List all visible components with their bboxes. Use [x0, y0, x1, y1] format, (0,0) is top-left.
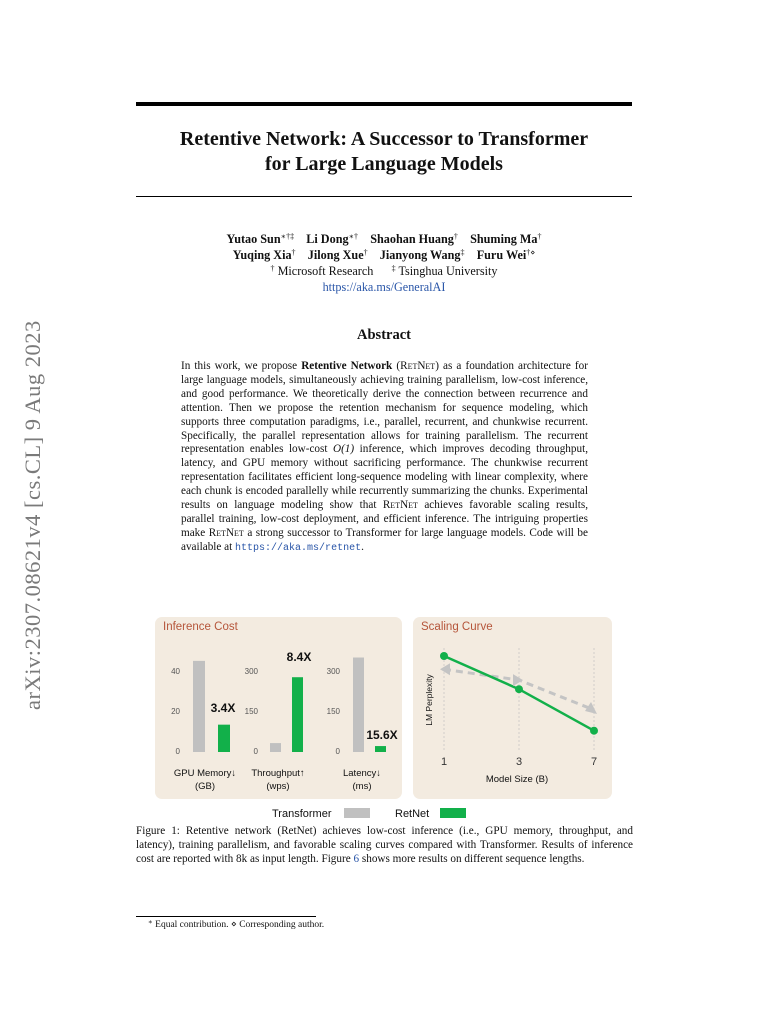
author-name: Jianyong Wang: [379, 248, 461, 262]
legend-retnet-swatch: [440, 808, 466, 818]
arxiv-sidebar-id: arXiv:2307.08621v4 [cs.CL] 9 Aug 2023: [20, 320, 45, 710]
throughput-chart: [245, 650, 312, 792]
axis-label: Latency↓: [342, 768, 382, 779]
author-mark: ‡: [460, 248, 465, 257]
footnote-mark: ⋄: [230, 920, 237, 930]
gpu-memory-chart: [171, 661, 236, 792]
retnet-point: [440, 652, 448, 660]
footnote-text: Corresponding author.: [236, 920, 325, 930]
bar-transformer-gpu-memory: [193, 661, 205, 752]
author-name: Shaohan Huang: [370, 232, 454, 246]
speedup-label: 15.6X: [366, 728, 398, 742]
tick-label: 0: [335, 747, 340, 756]
abstract-text: ) as a foundation architecture for large language models, simultaneously achieving training parallelism, low-cost inference, and good performance. We theoretically derive the connection between recurrence and attention. Then we propose the retention mechanism for sequence modeling, which supports three computation paradigms, i.e., parallel, recurrent, and chunkwise recurrent. Specifically, the parallel representation allows for training parallelism. The recurrent representation enables low-cost: [181, 360, 588, 456]
abstract-text: inference, which improves decoding throughput, latency, and GPU memory without sacrificing performance. The chunkwise recurrent representation facilitates efficient long-sequence modeling with linear complexity, where each chunk is encoded parallelly while recurrently summarizing the chunks. Experimental results on language modeling show that: [181, 443, 588, 512]
author-mark: †: [363, 248, 368, 257]
footnote-text: Equal contribution.: [152, 920, 231, 930]
scaling-curve-title: Scaling Curve: [421, 621, 493, 633]
x-axis-label: Model Size (B): [485, 774, 549, 785]
author-mark: †: [291, 248, 296, 257]
footnote-mark: ∗: [148, 918, 153, 926]
tick-label: 300: [326, 667, 340, 676]
abstract-text: (: [392, 360, 401, 372]
affiliation-tsinghua: Tsinghua University: [398, 264, 498, 278]
author-mark: †: [453, 232, 458, 241]
retnet-smallcaps: RetNet: [208, 526, 244, 539]
legend-retnet-label: RetNet: [395, 808, 430, 820]
affil-mark: ‡: [391, 264, 396, 273]
general-ai-link[interactable]: https://aka.ms/GeneralAI: [322, 280, 446, 294]
author-name: Shuming Ma: [470, 232, 538, 246]
tick-label: 0: [253, 747, 258, 756]
affil-mark: †: [270, 264, 275, 273]
figure-caption: [136, 825, 633, 866]
x-tick-label: 3: [515, 756, 523, 768]
author-name: Furu Wei: [476, 248, 527, 262]
axis-label: GPU Memory↓: [173, 768, 237, 779]
author-mark: †⋄: [526, 248, 536, 257]
tick-label: 40: [171, 667, 180, 676]
figure-ref-link[interactable]: 6: [353, 852, 360, 865]
author-name: Li Dong: [306, 232, 349, 246]
transformer-arrowhead-mid: [513, 674, 523, 686]
axis-label: Throughput↑: [251, 768, 305, 779]
tick-label: 150: [326, 707, 340, 716]
bar-transformer-latency: [353, 658, 364, 753]
retnet-smallcaps: RetNet: [400, 360, 436, 372]
tick-label: 0: [175, 747, 180, 756]
author-mark: †: [537, 232, 542, 241]
tick-label: 300: [244, 667, 258, 676]
code-link[interactable]: https://aka.ms/retnet: [235, 542, 362, 554]
x-tick-label: 1: [440, 756, 448, 768]
bar-transformer-throughput: [270, 743, 281, 752]
retnet-point: [515, 685, 523, 693]
transformer-arrowhead-left: [440, 663, 450, 675]
legend-transformer-swatch: [344, 808, 370, 818]
abstract-text: a strong successor to Transformer for large language models. Code will be available at: [181, 526, 588, 553]
footnote-rule: [136, 916, 316, 917]
legend-transformer-label: Transformer: [272, 808, 332, 820]
y-axis-label: LM Perplexity: [424, 674, 434, 726]
math-o1: O(1): [333, 443, 355, 456]
legend: [272, 808, 466, 820]
bar-retnet-throughput: [292, 677, 303, 752]
tick-label: 150: [244, 707, 258, 716]
tick-label: 20: [171, 707, 180, 716]
scaling-curve-chart: [424, 648, 598, 785]
author-name: Yutao Sun: [226, 232, 281, 246]
axis-label-unit: (GB): [194, 781, 216, 792]
retnet-smallcaps: RetNet: [382, 499, 418, 512]
author-name: Jilong Xue: [307, 248, 364, 262]
axis-label-unit: (ms): [352, 781, 372, 792]
retnet-point: [590, 727, 598, 735]
axis-label-unit: (wps): [266, 781, 290, 792]
speedup-label: 8.4X: [286, 650, 312, 664]
caption-text: shows more results on different sequence lengths.: [359, 852, 585, 865]
bar-retnet-latency: [375, 746, 386, 752]
caption-text: Figure 1: Retentive network (RetNet) achieves low-cost inference (i.e., GPU memory, throughput, and latency), training parallelism, and favorable scaling curves compared with Transformer. Results of inference cost are reported with 8k as input length. Figure: [136, 825, 633, 865]
abstract-bold: Retentive Network: [301, 360, 393, 372]
speedup-label: 3.4X: [210, 701, 236, 715]
abstract-text: .: [361, 540, 364, 553]
footnote: [148, 919, 324, 930]
author-mark: ∗†: [348, 232, 359, 241]
author-name: Yuqing Xia: [232, 248, 292, 262]
x-tick-label: 7: [590, 756, 598, 768]
author-mark: ∗†‡: [280, 232, 295, 241]
abstract-heading: Abstract: [357, 327, 411, 343]
title-line-2: for Large Language Models: [265, 153, 503, 175]
affiliation-microsoft: Microsoft Research: [277, 264, 374, 278]
title-line-1: Retentive Network: A Successor to Transformer: [179, 128, 589, 150]
abstract-text: achieves favorable scaling results, parallel training, low-cost deployment, and efficient inference. The intriguing properties make: [181, 499, 588, 539]
abstract-text: In this work, we propose: [181, 360, 302, 372]
latency-chart: [327, 658, 398, 793]
bar-retnet-gpu-memory: [218, 725, 230, 752]
inference-cost-title: Inference Cost: [163, 621, 238, 633]
